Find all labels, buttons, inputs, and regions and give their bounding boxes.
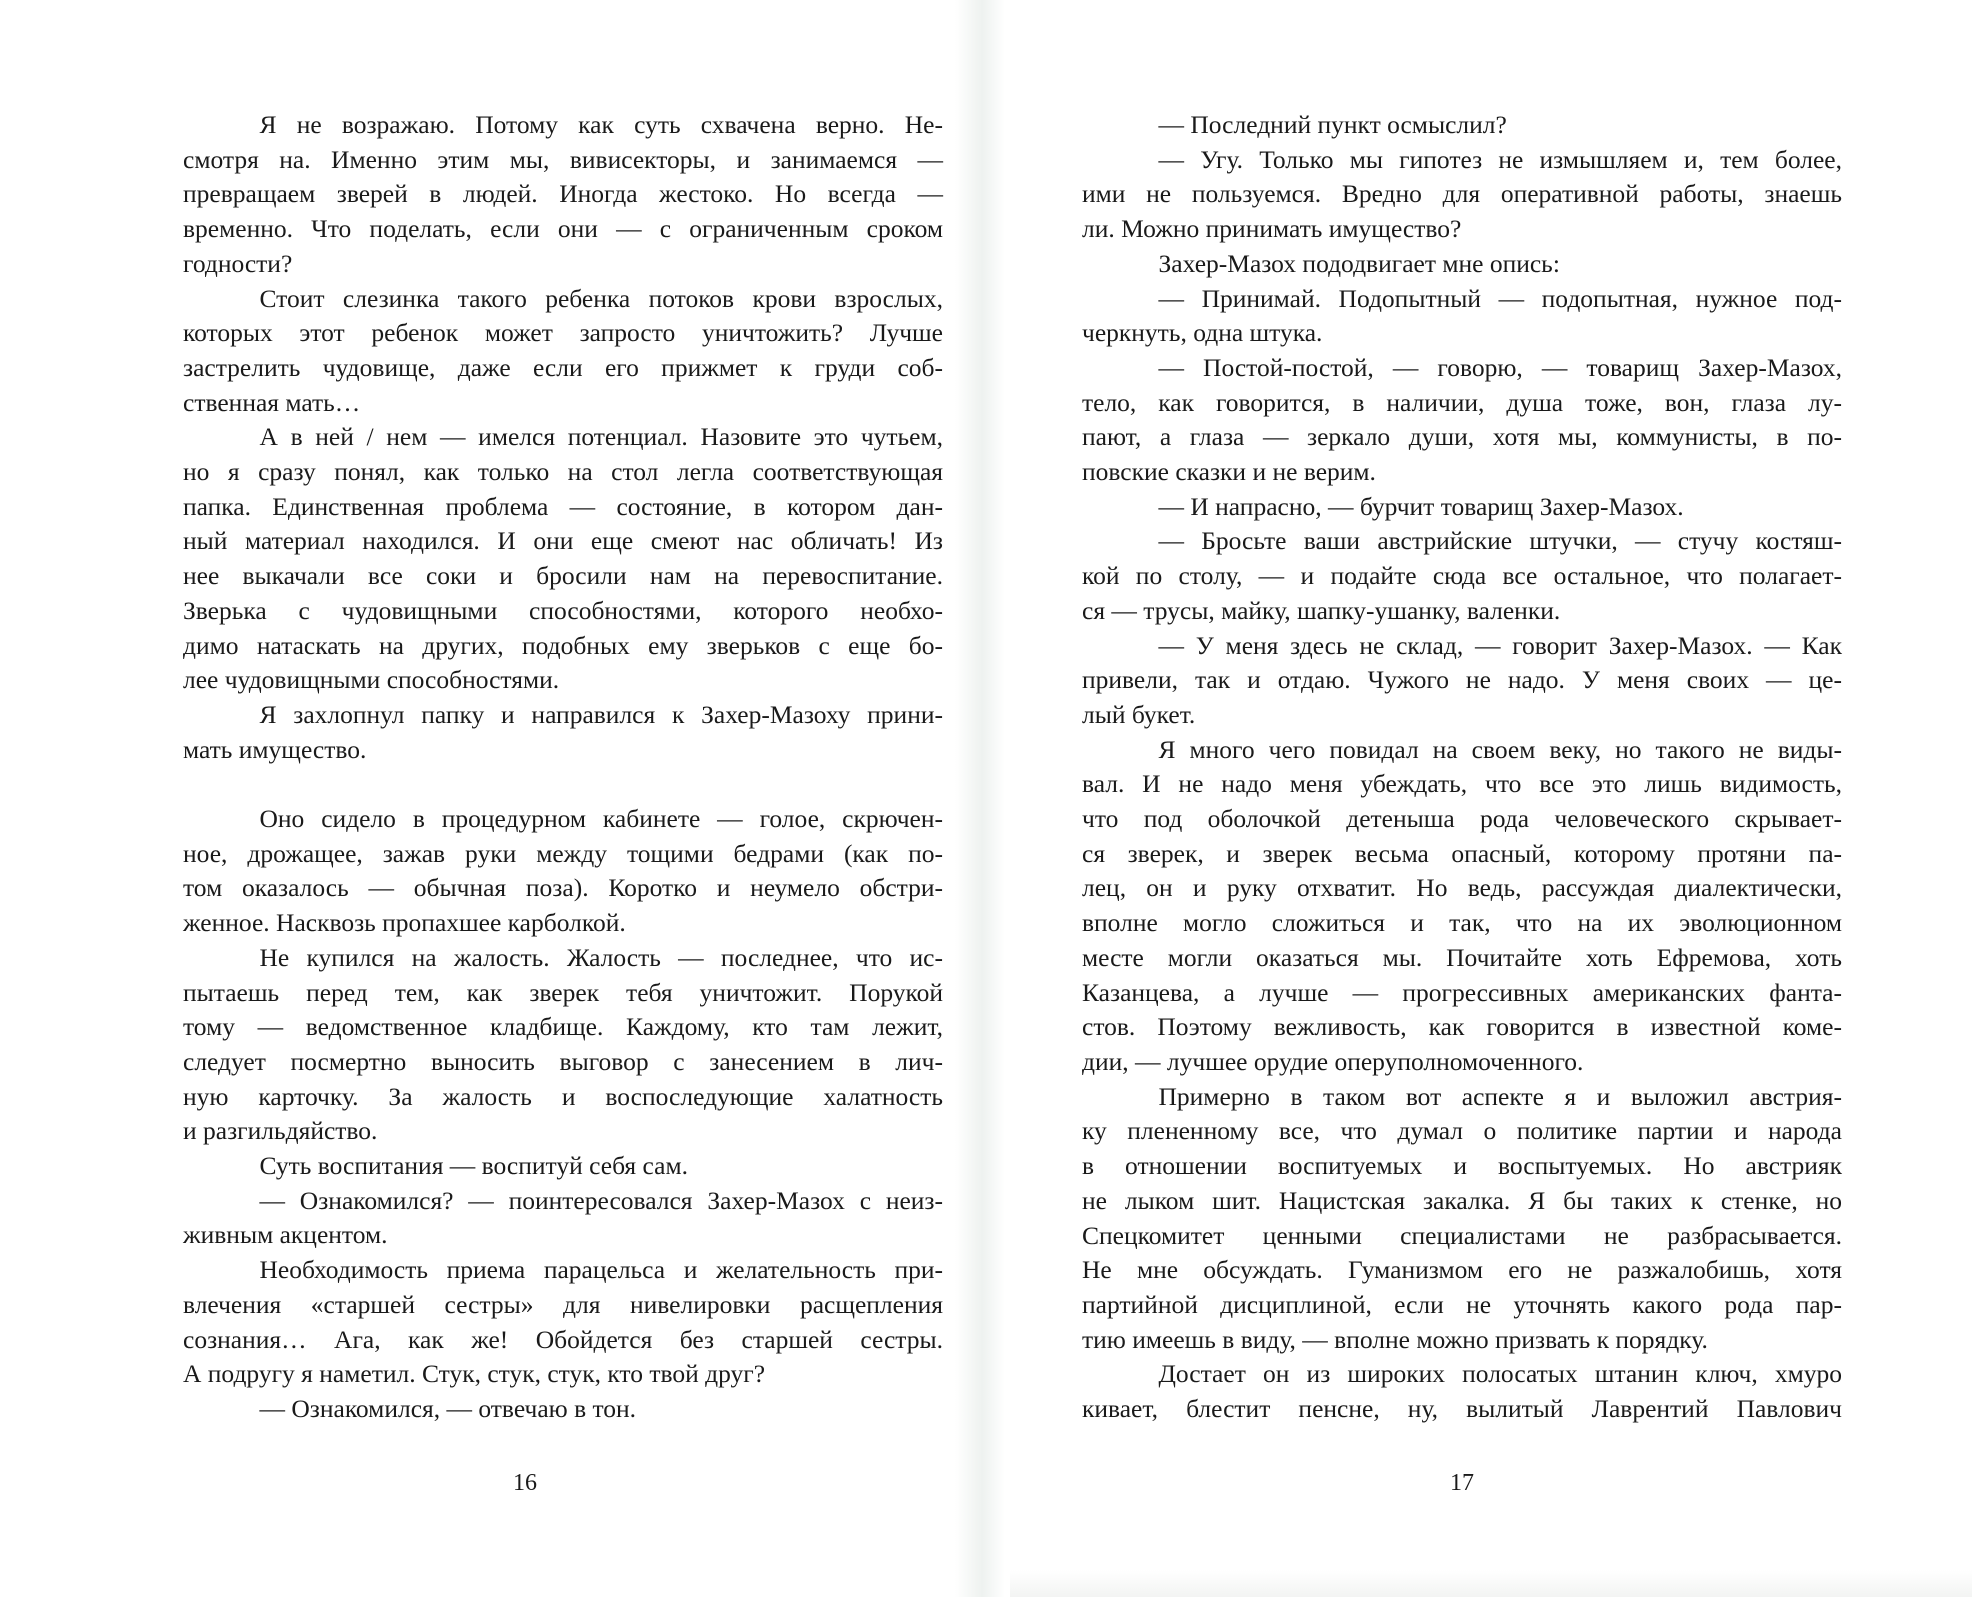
text-line: Я не возражаю. Потому как суть схвачена верно. Не- <box>259 110 943 139</box>
book-gutter <box>955 0 1005 1597</box>
text-line: — Принимай. Подопытный — подопытная, нужное под- <box>1158 283 1842 313</box>
text-line: превращаем зверей в людей. Иногда жестоко. Но всегда — <box>183 179 943 209</box>
paragraph <box>1082 108 1842 143</box>
text-line: но я сразу понял, как только на стол легла соответствующая <box>183 457 943 487</box>
text-line: влечения «старшей сестры» для нивелировки расщепления <box>183 1289 943 1319</box>
text-line: годности? <box>183 248 293 278</box>
text-line: ими не пользуемся. Вредно для оперативной работы, знаешь <box>1082 179 1842 209</box>
paragraph <box>183 1149 943 1184</box>
text-line: — У меня здесь не склад, — говорит Захер-Мазох. — Как <box>1158 630 1842 660</box>
text-line: Казанцева, а лучше — прогрессивных американских фанта- <box>1082 977 1842 1007</box>
text-line: — Ознакомился? — поинтересовался Захер-Мазох с неиз- <box>259 1185 943 1215</box>
text-line: тию имеешь в виду, — вполне можно призвать к порядку. <box>1082 1324 1708 1354</box>
text-line: дии, — лучшее орудие оперуполномоченного. <box>1082 1046 1584 1076</box>
text-line: живным акцентом. <box>183 1220 388 1250</box>
text-line: тело, как говорится, в наличии, душа тоже, вон, глаза лу- <box>1082 387 1842 417</box>
paragraph <box>1082 1357 1842 1426</box>
section-break <box>183 767 943 802</box>
text-line: стов. Поэтому вежливость, как говорится в известной коме- <box>1082 1012 1842 1042</box>
text-line: ственная мать… <box>183 387 361 417</box>
paragraph <box>183 108 943 282</box>
paragraph <box>1082 629 1842 733</box>
left-page-number: 16 <box>513 1470 537 1496</box>
text-line: смотря на. Именно этим мы, вивисекторы, и занимаемся — <box>183 144 943 174</box>
text-line: ся — трусы, майку, шапку-ушанку, валенки. <box>1082 595 1561 625</box>
text-line: не лыком шит. Нацистская закалка. Я бы таких к стенке, но <box>1082 1185 1842 1215</box>
paragraph <box>1082 524 1842 628</box>
paragraph <box>183 1392 943 1427</box>
paragraph <box>183 420 943 698</box>
text-line: и разгильдяйство. <box>183 1116 378 1146</box>
text-line: Не купился на жалость. Жалость — последнее, что ис- <box>259 942 943 972</box>
text-line: что под оболочкой детеныша рода человеческого скрывает- <box>1082 804 1842 834</box>
text-line: лец, он и руку отхватит. Но ведь, рассуждая диалектически, <box>1082 873 1842 903</box>
text-line: Достает он из широких полосатых штанин ключ, хмуро <box>1158 1359 1842 1389</box>
paragraph <box>183 1253 943 1392</box>
paragraph <box>183 941 943 1149</box>
text-line: партийной дисциплиной, если не уточнять какого рода пар- <box>1082 1289 1842 1319</box>
text-line: пают, а глаза — зеркало души, хотя мы, коммунисты, в по- <box>1082 422 1842 452</box>
text-line: Суть воспитания — воспитуй себя сам. <box>259 1151 688 1181</box>
text-line: застрелить чудовище, даже если его прижмет к груди соб- <box>183 352 943 382</box>
paragraph <box>1082 247 1842 282</box>
text-line: ную карточку. За жалость и воспоследующие халатность <box>183 1081 943 1111</box>
text-line: — И напрасно, — бурчит товарищ Захер-Мазох. <box>1158 491 1684 521</box>
text-line: кой по столу, — и подайте сюда все остальное, что полагает- <box>1082 561 1842 591</box>
text-line: А в ней / нем — имелся потенциал. Назовите это чутьем, <box>259 422 943 452</box>
text-line: лее чудовищными способностями. <box>183 665 560 695</box>
paragraph <box>183 282 943 421</box>
paragraph <box>1082 490 1842 525</box>
paragraph <box>1082 733 1842 1080</box>
text-line: сознания… Ага, как же! Обойдется без старшей сестры. <box>183 1324 943 1354</box>
text-line: Примерно в таком вот аспекте я и выложил австрия- <box>1158 1081 1842 1111</box>
text-line: Стоит слезинка такого ребенка потоков крови взрослых, <box>259 283 943 313</box>
text-line: димо натаскать на других, подобных ему зверьков с еще бо- <box>183 630 943 660</box>
text-line: вал. И не надо меня убеждать, что все это лишь видимость, <box>1082 769 1842 799</box>
text-line: пытаешь перед тем, как зверек тебя уничтожит. Порукой <box>183 977 943 1007</box>
text-line: — Постой-постой, — говорю, — товарищ Захер-Мазох, <box>1158 352 1842 382</box>
text-line: А подругу я наметил. Стук, стук, стук, кто твой друг? <box>183 1359 766 1389</box>
text-line: Спецкомитет ценными специалистами не разбрасывается. <box>1082 1220 1842 1250</box>
text-line: — Последний пункт осмыслил? <box>1158 110 1507 139</box>
text-line: кивает, блестит пенсне, ну, вылитый Лаврентий Павлович <box>1082 1394 1842 1424</box>
paragraph <box>1082 1080 1842 1358</box>
text-line: месте могли оказаться мы. Почитайте хоть Ефремова, хоть <box>1082 942 1842 972</box>
text-line: ли. Можно принимать имущество? <box>1082 214 1462 244</box>
paragraph <box>183 802 943 941</box>
text-line: Не мне обсуждать. Гуманизмом его не разжалобишь, хотя <box>1082 1255 1842 1285</box>
text-line: ный материал находился. И они еще смеют нас обличать! Из <box>183 526 943 556</box>
paragraph <box>1082 143 1842 247</box>
text-line: женное. Насквозь пропахшее карболкой. <box>183 908 626 938</box>
text-line: Оно сидело в процедурном кабинете — голое, скрючен- <box>259 804 943 834</box>
text-line: привели, так и отдаю. Чужого не надо. У меня своих — це- <box>1082 665 1842 695</box>
text-line: Захер-Мазох пододвигает мне опись: <box>1158 248 1560 278</box>
right-page <box>1082 108 1842 1427</box>
text-line: тому — ведомственное кладбище. Каждому, кто там лежит, <box>183 1012 943 1042</box>
text-line: Необходимость приема парацельса и желательность при- <box>259 1255 943 1285</box>
text-line: лый букет. <box>1082 699 1196 729</box>
text-line: том оказалось — обычная поза). Коротко и неумело обстри- <box>183 873 943 903</box>
text-line: следует посмертно выносить выговор с занесением в лич- <box>183 1046 943 1076</box>
text-line: папка. Единственная проблема — состояние, в котором дан- <box>183 491 943 521</box>
text-line: в отношении воспитуемых и воспытуемых. Но австрияк <box>1082 1151 1842 1181</box>
paragraph <box>183 1184 943 1253</box>
text-line: Я много чего повидал на своем веку, но такого не виды- <box>1158 734 1842 764</box>
text-line: черкнуть, одна штука. <box>1082 318 1323 348</box>
paragraph <box>1082 351 1842 490</box>
text-line: — Бросьте ваши австрийские штучки, — стучу костяш- <box>1158 526 1842 556</box>
paragraph <box>183 698 943 767</box>
text-line: повские сказки и не верим. <box>1082 457 1376 487</box>
text-line: временно. Что поделать, если они — с ограниченным сроком <box>183 214 943 244</box>
right-page-number: 17 <box>1450 1470 1474 1496</box>
text-line: мать имущество. <box>183 734 367 764</box>
paragraph <box>1082 282 1842 351</box>
text-line: ное, дрожащее, зажав руки между тощими бедрами (как по- <box>183 838 943 868</box>
text-line: которых этот ребенок может запросто уничтожить? Лучше <box>183 318 943 348</box>
text-line: Я захлопнул папку и направился к Захер-Мазоху прини- <box>259 699 943 729</box>
text-line: нее выкачали все соки и бросили нам на перевоспитание. <box>183 561 943 591</box>
text-line: вполне могло сложиться и так, что на их эволюционном <box>1082 908 1842 938</box>
page-bottom-edge <box>1010 1570 1972 1597</box>
left-page <box>183 108 943 1427</box>
text-line: ся зверек, и зверек весьма опасный, которому протяни па- <box>1082 838 1842 868</box>
text-line: ку плененному все, что думал о политике партии и народа <box>1082 1116 1842 1146</box>
text-line: — Ознакомился, — отвечаю в тон. <box>259 1394 637 1423</box>
text-line: Зверька с чудовищными способностями, которого необхо- <box>183 595 943 625</box>
text-line: — Угу. Только мы гипотез не измышляем и, тем более, <box>1158 144 1842 174</box>
